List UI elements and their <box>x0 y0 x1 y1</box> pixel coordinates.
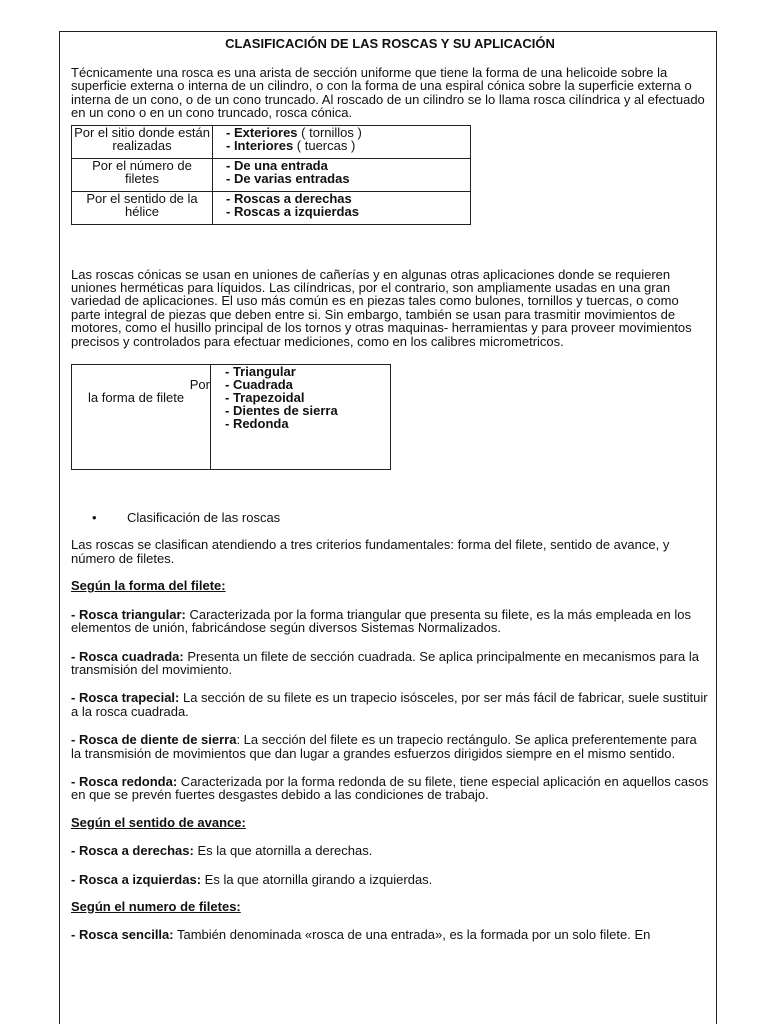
section-heading: Según el numero de filetes: <box>71 898 241 914</box>
item-text: Presenta un filete de sección cuadrada. Se aplica principalmente en mecanismos para la transmisión del movimiento. <box>71 648 699 677</box>
item-term: - Rosca de diente de sierra <box>71 732 237 748</box>
list-item <box>71 608 709 635</box>
table-cell-values <box>213 125 471 158</box>
item-term: - Rosca sencilla: <box>71 927 174 943</box>
table-row <box>72 125 471 158</box>
item-term: - Rosca cuadrada: <box>71 648 184 664</box>
value-rest: ( tuercas ) <box>293 137 356 153</box>
list-item <box>71 844 709 857</box>
list-item <box>71 928 709 941</box>
bullet-item <box>92 511 709 524</box>
table-cell-label: Por el sentido de la hélice <box>72 191 213 224</box>
form-value: - Triangular <box>225 364 296 380</box>
table-row <box>72 191 471 224</box>
value-bold: - De una entrada <box>226 157 328 173</box>
section-heading: Según el sentido de avance: <box>71 814 246 830</box>
criteria-paragraph: Las roscas se clasifican atendiendo a tres criterios fundamentales: forma del filete, sentido de avance, y número de filetes. <box>71 537 670 566</box>
item-text: Es la que atornilla girando a izquierdas. <box>201 871 433 887</box>
item-term: - Rosca a derechas: <box>71 843 194 859</box>
table-row <box>72 158 471 191</box>
item-term: - Rosca triangular: <box>71 606 186 622</box>
document-body <box>71 32 709 942</box>
label-part-b: la forma de filete <box>88 390 185 406</box>
table-cell-values <box>213 158 471 191</box>
item-text: Caracterizada por la forma redonda de su filete, tiene especial aplicación en aquellos casos en que se prevén fuertes desgastes debido a las condiciones de trabajo. <box>71 773 709 803</box>
list-item <box>71 650 709 677</box>
thread-form-table <box>71 364 391 470</box>
table-cell-label <box>72 365 211 470</box>
list-item <box>71 691 709 718</box>
value-bold: - Interiores <box>226 137 294 153</box>
list-item <box>71 733 709 760</box>
item-text: Es la que atornilla a derechas. <box>193 843 373 859</box>
form-value: - Trapezoidal <box>225 390 305 406</box>
thread-classification-table <box>71 125 471 225</box>
label-part-a: Por <box>189 377 210 393</box>
list-item <box>71 873 709 886</box>
form-value: - Dientes de sierra <box>225 403 338 419</box>
item-text: También denominada «rosca de una entrada», es la formada por un solo filete. En <box>173 927 651 943</box>
intro-paragraph: Técnicamente una rosca es una arista de sección uniforme que tiene la forma de una helicoide sobre la superficie externa o interna de un cilindro, o con la forma de una espiral cónica sobre la superficie externa o interna de un cono, o de un cono truncado. Al roscado de un cilindro se lo llama rosca cilíndrica y al efectuado en un cono o en un cono truncado, rosca cónica. <box>71 65 705 121</box>
section-heading: Según la forma del filete: <box>71 578 226 594</box>
bullet-text: Clasificación de las roscas <box>127 510 281 526</box>
list-item <box>71 775 709 802</box>
value-rest: ( tornillos ) <box>297 124 362 140</box>
item-text: La sección de su filete es un trapecio isósceles, por ser más fácil de fabricar, suele sustituir a la rosca cuadrada. <box>71 690 708 719</box>
table-cell-values <box>213 191 471 224</box>
form-value: - Cuadrada <box>225 377 293 393</box>
table-cell-values <box>211 365 391 470</box>
item-term: - Rosca trapecial: <box>71 690 180 706</box>
table-cell-label: Por el número de filetes <box>72 158 213 191</box>
value-bold: - De varias entradas <box>226 170 350 186</box>
value-bold: - Roscas a izquierdas <box>226 203 359 219</box>
item-text: Caracterizada por la forma triangular que presenta su filete, es la más empleada en los elementos de unión, fabricándose según diversos Sistemas Normalizados. <box>71 606 691 636</box>
bullet-icon: • <box>92 510 97 526</box>
form-value: - Redonda <box>225 416 289 432</box>
item-text: : La sección del filete es un trapecio rectángulo. Se aplica preferentemente para la transmisión de movimientos que dan lugar a grandes esfuerzos dirigidos siempre en el mismo sentido. <box>71 732 697 761</box>
document-title: CLASIFICACIÓN DE LAS ROSCAS Y SU APLICACIÓN <box>225 36 555 51</box>
usage-paragraph: Las roscas cónicas se usan en uniones de cañerías y en algunas otras aplicaciones donde se requieren uniones herméticas para líquidos. Las cilíndricas, por el contrario, son ampliamente usadas en una gran variedad de aplicaciones. El uso más común es en piezas tales como bulones, tornillos y tuercas, o como parte integral de piezas que deben entre si. Sin embargo, también se usan para trasmitir movimientos de motores, como el husillo principal de los tornos y otras maquinas- herramientas y para proveer movimientos precisos y controlados para efectuar mediciones, como en los calibres micrometricos. <box>71 266 692 349</box>
item-term: - Rosca redonda: <box>71 773 178 789</box>
document-page <box>59 31 717 1024</box>
value-bold: - Roscas a derechas <box>226 190 352 206</box>
item-term: - Rosca a izquierdas: <box>71 871 202 887</box>
table-row <box>72 365 391 470</box>
value-bold: - Exteriores <box>226 124 298 140</box>
table-cell-label: Por el sitio donde están realizadas <box>72 125 213 158</box>
